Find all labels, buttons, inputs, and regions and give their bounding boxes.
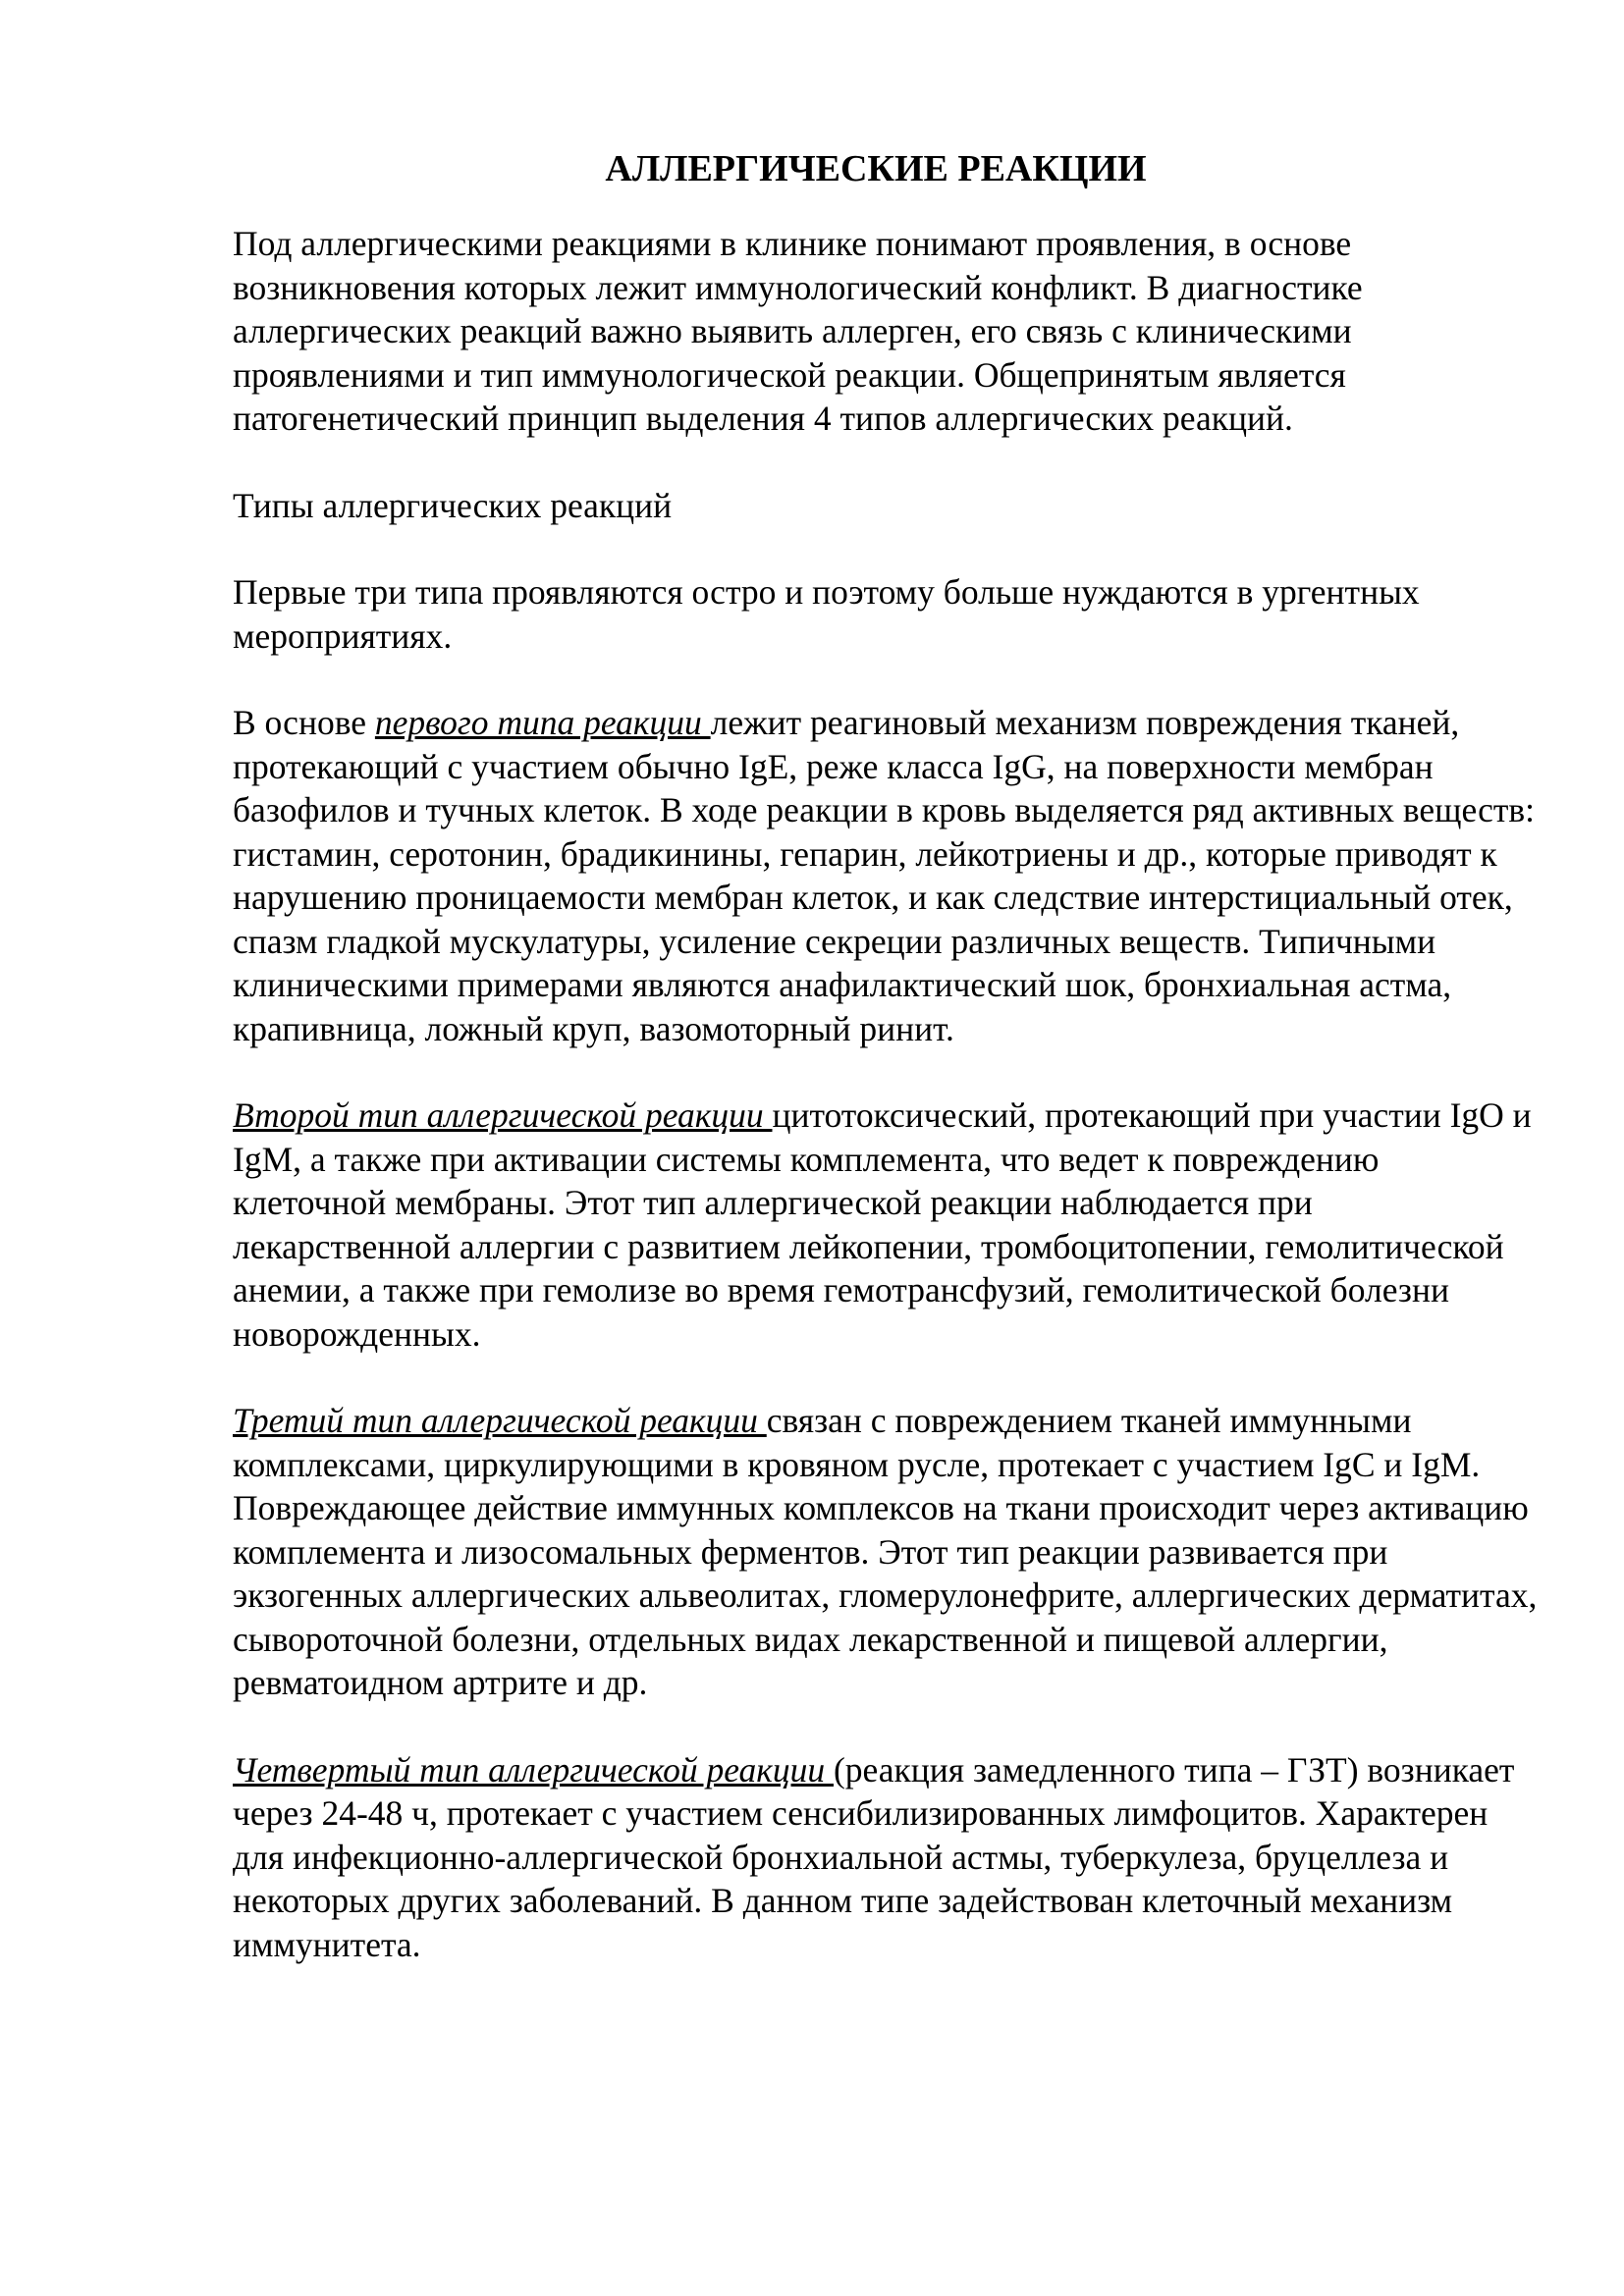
type4-text: (реакция замедленного типа – ГЗТ) возникает через 24-48 ч, протекает с участием сенсибилизированных лимфоцитов. Характерен для инфекционно-аллергической бронхиальной астмы, туберкулеза, бруцеллеза и некоторых других заболеваний. В данном типе задействован клеточный механизм иммунитета.: [233, 1749, 1515, 1964]
type1-lead: первого типа реакции: [374, 703, 711, 742]
type4-lead: Четвертый тип аллергической реакции: [233, 1749, 834, 1789]
page-title: АЛЛЕРГИЧЕСКИЕ РЕАКЦИИ: [605, 148, 1147, 189]
type3-text: связан с повреждением тканей иммунными комплексами, циркулирующими в кровяном русле, протекает с участием IgC и IgM. Повреждающее действие иммунных комплексов на ткани происходит через активацию комплемента и лизосомальных ферментов. Этот тип реакции развивается при экзогенных аллергических альвеолитах, гломерулонефрите, аллергических дерматитах, сывороточной болезни, отдельных видах лекарственной и пищевой аллергии, ревматоидном артрите и др.: [233, 1401, 1538, 1702]
intro-paragraph: Под аллергическими реакциями в клинике понимают проявления, в основе возникновения которых лежит иммунологический конфликт. В диагностике аллергических реакций важно выявить аллерген, его связь с клиническими проявлениями и тип иммунологической реакции. Общепринятым является патогенетический принцип выделения 4 типов аллергических реакций.: [233, 224, 1363, 438]
acute-note-paragraph: Первые три типа проявляются остро и поэтому больше нуждаются в ургентных мероприятиях.: [233, 572, 1420, 656]
document-page: [233, 147, 1539, 2009]
type2-text: цитотоксический, протекающий при участии IgO и IgM, а также при активации системы комплемента, что ведет к повреждению клеточной мембраны. Этот тип аллергической реакции наблюдается при лекарственной аллергии с развитием лейкопении, тромбоцитопении, гемолитической анемии, а также при гемолизе во время гемотрансфузий, гемолитической болезни новорожденных.: [233, 1095, 1532, 1354]
type3-paragraph: [233, 1399, 1539, 1705]
type1-text: лежит реагиновый механизм повреждения тканей, протекающий с участием обычно IgE, реже класса IgG, на поверхности мембран базофилов и тучных клеток. В ходе реакции в кровь выделяется ряд активных веществ: гистамин, серотонин, брадикинины, гепарин, лейкотриены и др., которые приводят к нарушению проницаемости мембран клеток, и как следствие интерстициальный отек, спазм гладкой мускулатуры, усиление секреции различных веществ. Типичными клиническими примерами являются анафилактический шок, бронхиальная астма, крапивница, ложный круп, вазомоторный ринит.: [233, 703, 1536, 1048]
type1-paragraph: [233, 701, 1539, 1050]
type1-prefix: В основе: [233, 703, 375, 742]
types-heading: Типы аллергических реакций: [233, 485, 673, 525]
type2-paragraph: [233, 1094, 1539, 1356]
type3-lead: Третий тип аллергической реакции: [233, 1401, 767, 1440]
type4-paragraph: [233, 1748, 1539, 1967]
type2-lead: Второй тип аллергической реакции: [233, 1095, 773, 1135]
